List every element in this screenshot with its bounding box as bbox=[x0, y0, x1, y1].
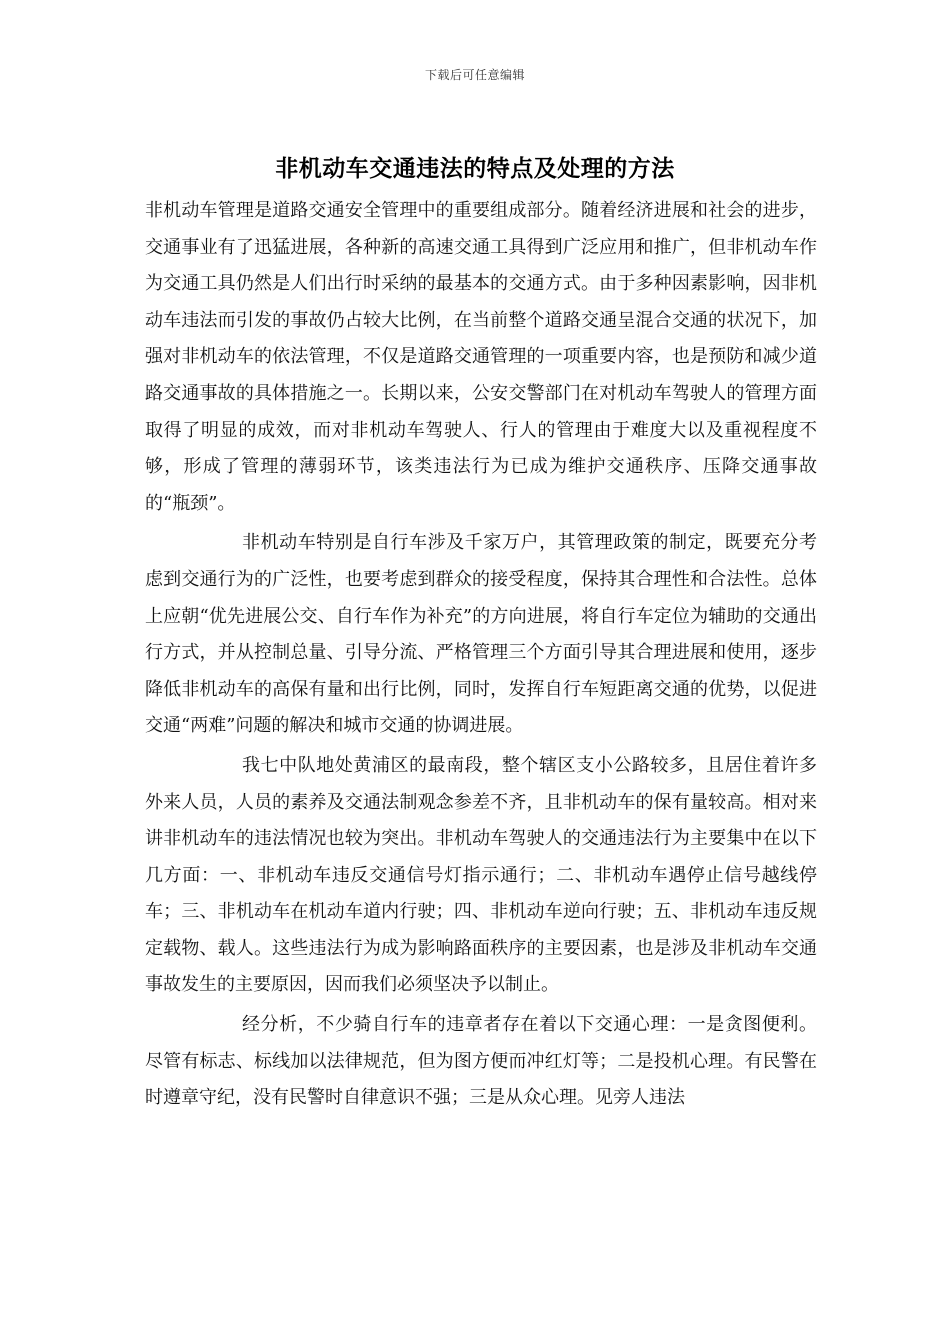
document-title: 非机动车交通违法的特点及处理的方法 bbox=[275, 156, 675, 182]
paragraph-4: 经分析，不少骑自行车的违章者存在着以下交通心理：一是贪图便利。尽管有标志、标线加以法律规范，但为图方便而冲红灯等；二是投机心理。有民警在时遵章守纪，没有民警时自律意识不强；三是从众心理。见旁人违法 bbox=[145, 1014, 817, 1109]
paragraph-1: 非机动车管理是道路交通安全管理中的重要组成部分。随着经济进展和社会的进步，交通事业有了迅猛进展，各种新的高速交通工具得到广泛应用和推广，但非机动车作为交通工具仍然是人们出行时采纳的最基本的交通方式。由于多种因素影响，因非机动车违法而引发的事故仍占较大比例，在当前整个道路交通呈混合交通的状况下，加强对非机动车的依法管理，不仅是道路交通管理的一项重要内容，也是预防和减少道路交通事故的具体措施之一。长期以来，公安交警部门在对机动车驾驶人的管理方面取得了明显的成效，而对非机动车驾驶人、行人的管理由于难度大以及重视程度不够，形成了管理的薄弱环节，该类违法行为已成为维护交通秩序、压降交通事故的“瓶颈”。 bbox=[145, 200, 817, 514]
paragraph-2: 非机动车特别是自行车涉及千家万户，其管理政策的制定，既要充分考虑到交通行为的广泛性，也要考虑到群众的接受程度，保持其合理性和合法性。总体上应朝“优先进展公交、自行车作为补充”的方向进展，将自行车定位为辅助的交通出行方式，并从控制总量、引导分流、严格管理三个方面引导其合理进展和使用，逐步降低非机动车的高保有量和出行比例，同时，发挥自行车短距离交通的优势，以促进交通“两难”问题的解决和城市交通的协调进展。 bbox=[145, 532, 817, 737]
header-note: 下载后可任意编辑 bbox=[424, 68, 525, 82]
document-body bbox=[145, 193, 817, 1117]
paragraph-3: 我七中队地处黄浦区的最南段，整个辖区支小公路较多，且居住着许多外来人员，人员的素养及交通法制观念参差不齐，且非机动车的保有量较高。相对来讲非机动车的违法情况也较为突出。非机动车驾驶人的交通违法行为主要集中在以下几方面：一、非机动车违反交通信号灯指示通行；二、非机动车遇停止信号越线停车；三、非机动车在机动车道内行驶；四、非机动车逆向行驶；五、非机动车违反规定载物、载人。这些违法行为成为影响路面秩序的主要因素，也是涉及非机动车交通事故发生的主要原因，因而我们必须坚决予以制止。 bbox=[145, 754, 817, 996]
